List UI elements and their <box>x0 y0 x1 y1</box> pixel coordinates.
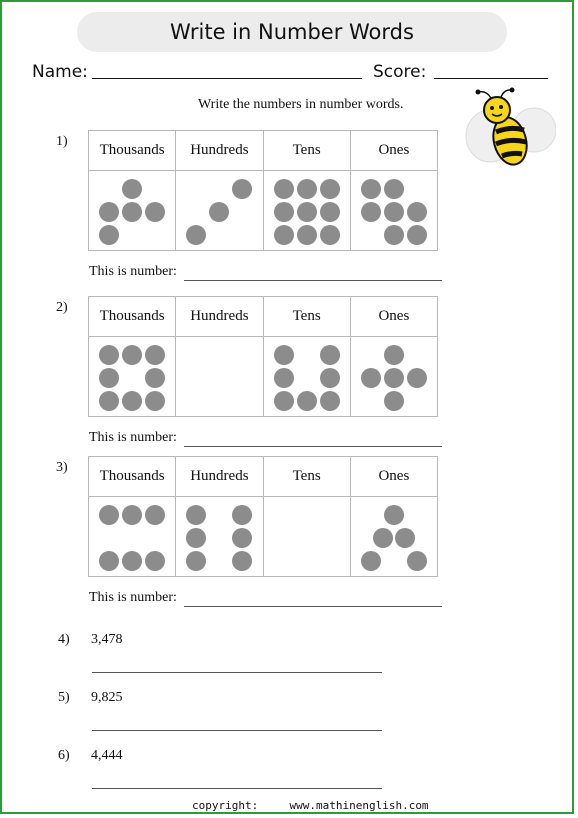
counter-dot <box>232 505 252 525</box>
answer-line[interactable] <box>92 788 382 789</box>
answer-line[interactable] <box>184 280 442 281</box>
answer-prompt: This is number: <box>89 430 177 445</box>
counter-dot <box>361 368 381 388</box>
column-header: Thousands <box>89 131 176 171</box>
counter-dot <box>274 225 294 245</box>
copyright-label: copyright: <box>192 799 259 812</box>
counter-dot <box>122 179 142 199</box>
counter-dot <box>274 391 294 411</box>
column-header: Thousands <box>89 297 176 337</box>
answer-prompt: This is number: <box>89 264 177 279</box>
instruction-text: Write the numbers in number words. <box>198 97 404 112</box>
counter-dot <box>395 528 415 548</box>
number-value: 3,478 <box>91 632 123 647</box>
dot-cell <box>263 497 350 577</box>
bee-head <box>484 97 510 123</box>
counter-dot <box>361 179 381 199</box>
dot-cell <box>176 171 263 251</box>
copyright-footer <box>192 799 429 812</box>
column-header: Hundreds <box>176 457 263 497</box>
dot-cell <box>89 497 176 577</box>
counter-dot <box>186 528 206 548</box>
counter-dot <box>274 202 294 222</box>
counter-dot <box>384 225 404 245</box>
counter-dot <box>320 345 340 365</box>
counter-dot <box>186 551 206 571</box>
counter-dot <box>407 225 427 245</box>
counter-dot <box>373 528 393 548</box>
counter-dot <box>320 225 340 245</box>
counter-dot <box>384 345 404 365</box>
counter-dot <box>407 551 427 571</box>
answer-line[interactable] <box>92 730 382 731</box>
counter-dot <box>145 202 165 222</box>
counter-dot <box>232 551 252 571</box>
column-header: Ones <box>350 457 437 497</box>
question-number: 6) <box>58 748 70 763</box>
counter-dot <box>361 551 381 571</box>
name-label: Name: <box>32 62 88 82</box>
counter-dot <box>274 368 294 388</box>
counter-dot <box>145 368 165 388</box>
column-header: Thousands <box>89 457 176 497</box>
counter-dot <box>274 179 294 199</box>
counter-dot <box>407 368 427 388</box>
dot-cell <box>263 337 350 417</box>
counter-dot <box>384 368 404 388</box>
column-header: Ones <box>350 297 437 337</box>
counter-dot <box>99 225 119 245</box>
counter-dot <box>99 202 119 222</box>
dot-cell <box>350 171 437 251</box>
counter-dot <box>145 391 165 411</box>
question-number: 5) <box>58 690 70 705</box>
score-line[interactable] <box>434 78 548 79</box>
counter-dot <box>384 202 404 222</box>
dot-cell <box>176 497 263 577</box>
counter-dot <box>232 528 252 548</box>
number-value: 4,444 <box>91 748 123 763</box>
place-value-table <box>88 296 438 417</box>
counter-dot <box>186 225 206 245</box>
answer-prompt: This is number: <box>89 590 177 605</box>
counter-dot <box>209 202 229 222</box>
dot-cell <box>350 337 437 417</box>
counter-dot <box>99 391 119 411</box>
dot-cell <box>89 171 176 251</box>
counter-dot <box>274 345 294 365</box>
counter-dot <box>320 391 340 411</box>
dot-cell <box>350 497 437 577</box>
column-header: Hundreds <box>176 131 263 171</box>
bee-illustration <box>464 86 556 170</box>
column-header: Hundreds <box>176 297 263 337</box>
copyright-site: www.mathinenglish.com <box>289 799 429 812</box>
counter-dot <box>122 505 142 525</box>
counter-dot <box>384 505 404 525</box>
question-number: 4) <box>58 632 70 647</box>
number-value: 9,825 <box>91 690 123 705</box>
counter-dot <box>186 505 206 525</box>
dot-cell <box>89 337 176 417</box>
name-score-row <box>32 62 552 86</box>
place-value-table <box>88 456 438 577</box>
worksheet-title: Write in Number Words <box>77 12 507 52</box>
counter-dot <box>361 202 381 222</box>
counter-dot <box>407 202 427 222</box>
column-header: Tens <box>263 131 350 171</box>
dot-cell <box>263 171 350 251</box>
counter-dot <box>122 391 142 411</box>
name-line[interactable] <box>92 78 362 79</box>
counter-dot <box>99 368 119 388</box>
place-value-table <box>88 130 438 251</box>
counter-dot <box>384 179 404 199</box>
counter-dot <box>122 202 142 222</box>
counter-dot <box>145 551 165 571</box>
counter-dot <box>297 202 317 222</box>
question-number: 2) <box>56 300 68 315</box>
counter-dot <box>320 368 340 388</box>
counter-dot <box>297 225 317 245</box>
counter-dot <box>384 391 404 411</box>
counter-dot <box>232 179 252 199</box>
answer-line[interactable] <box>184 606 442 607</box>
column-header: Tens <box>263 297 350 337</box>
counter-dot <box>320 202 340 222</box>
counter-dot <box>99 551 119 571</box>
column-header: Ones <box>350 131 437 171</box>
counter-dot <box>145 505 165 525</box>
counter-dot <box>99 505 119 525</box>
question-number: 1) <box>56 134 68 149</box>
counter-dot <box>122 345 142 365</box>
counter-dot <box>99 345 119 365</box>
dot-cell <box>176 337 263 417</box>
counter-dot <box>297 391 317 411</box>
question-number: 3) <box>56 460 68 475</box>
counter-dot <box>297 179 317 199</box>
score-label: Score: <box>373 62 427 82</box>
answer-line[interactable] <box>92 672 382 673</box>
answer-line[interactable] <box>184 446 442 447</box>
counter-dot <box>122 551 142 571</box>
counter-dot <box>145 345 165 365</box>
column-header: Tens <box>263 457 350 497</box>
counter-dot <box>320 179 340 199</box>
